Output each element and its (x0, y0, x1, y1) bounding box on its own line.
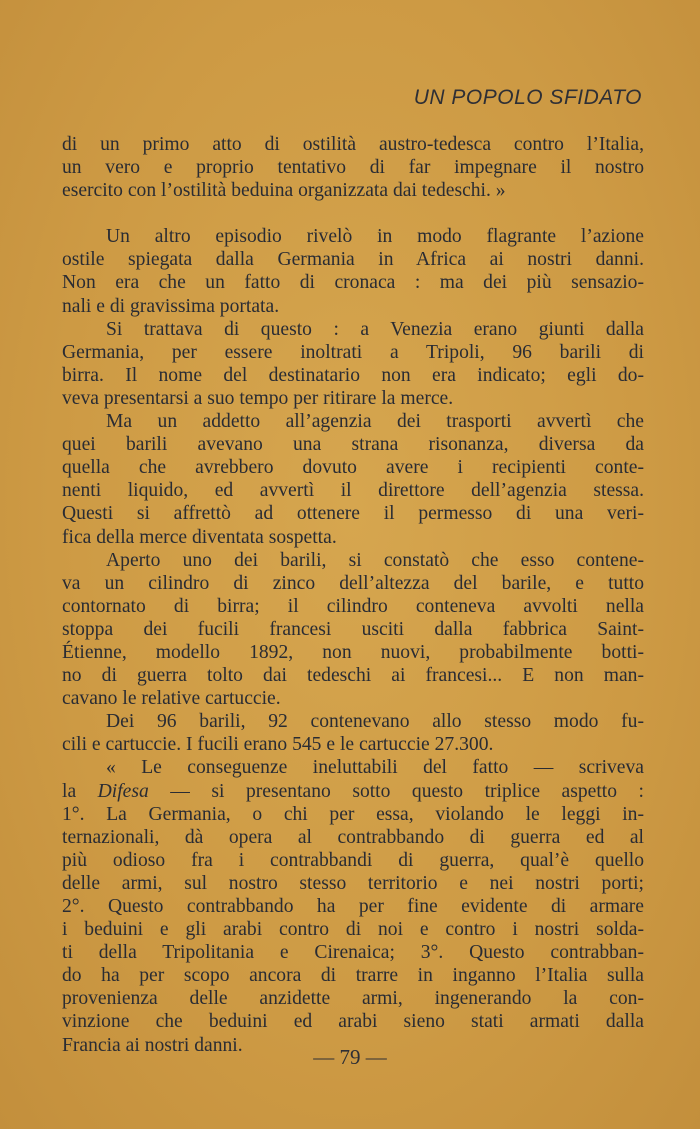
text-line: va un cilindro di zinco dell’altezza del barile, e tutto (62, 572, 644, 594)
text-line: Francia ai nostri danni. (62, 1034, 243, 1056)
text-line: Étienne, modello 1892, non nuovi, probabilmente botti- (62, 641, 644, 663)
text-line: di un primo atto di ostilità austro-tedesca contro l’Italia, (62, 134, 644, 155)
newspaper-title: Difesa (97, 780, 149, 802)
text-line: contornato di birra; il cilindro conteneva avvolti nella (62, 595, 644, 617)
text-line: Ma un addetto all’agenzia dei trasporti avvertì che (106, 411, 644, 433)
paragraph (62, 133, 644, 202)
text-line: Germania, per essere inoltrati a Tripoli, 96 barili di (62, 341, 644, 363)
text-line: do ha per scopo ancora di trarre in inganno l’Italia sulla (62, 965, 644, 987)
text-line: « Le conseguenze ineluttabili del fatto — scriveva (106, 757, 644, 779)
text-line: Si trattava di questo : a Venezia erano giunti dalla (106, 318, 644, 340)
paragraph (62, 549, 644, 711)
text-line: Questi si affrettò ad ottenere il permesso di una veri- (62, 503, 644, 525)
paragraph (62, 410, 644, 549)
text-line: quei barili avevano una strana risonanza, diversa da (62, 434, 644, 456)
text-line: ternazionali, dà opera al contrabbando di guerra ed al (62, 826, 644, 848)
text-line: quella che avrebbero dovuto avere i recipienti conte- (62, 457, 644, 479)
text-line: nenti liquido, ed avvertì il direttore dell’agenzia stessa. (62, 480, 644, 502)
running-header: UN POPOLO SFIDATO (413, 86, 642, 109)
text-line: un vero e proprio tentativo di far impegnare il nostro (62, 157, 644, 179)
text-line: birra. Il nome del destinatario non era indicato; egli do- (62, 364, 644, 386)
text-line: stoppa dei fucili francesi usciti dalla fabbrica Saint- (62, 618, 644, 640)
text-line: vinzione che beduini ed arabi sieno stati armati dalla (62, 1011, 644, 1033)
text-line: provenienza delle anzidette armi, ingenerando la con- (62, 988, 644, 1010)
page-number: — 79 — (313, 1045, 387, 1069)
text-line: nali e di gravissima portata. (62, 295, 280, 317)
text-line: ostile spiegata dalla Germania in Africa ai nostri danni. (62, 249, 644, 271)
text-line: 1°. La Germania, o chi per essa, violando le leggi in- (62, 803, 644, 825)
paragraph (62, 225, 644, 317)
paragraph (62, 318, 644, 410)
text-line: più odioso fra i contrabbandi di guerra, qual’è quello (62, 849, 644, 871)
text-line: Aperto uno dei barili, si constatò che esso contene- (106, 549, 644, 571)
text-line: cili e cartuccie. I fucili erano 545 e le cartuccie 27.300. (62, 734, 494, 756)
text-line: delle armi, sul nostro stesso territorio e nei nostri porti; (62, 872, 644, 894)
text-line: i beduini e gli arabi contro di noi e contro i nostri solda- (62, 919, 644, 941)
text-line: la Difesa — si presentano sotto questo triplice aspetto : (62, 780, 644, 802)
text-line: 2°. Questo contrabbando ha per fine evidente di armare (62, 896, 644, 917)
body-text (62, 133, 644, 1057)
text-line: Un altro episodio rivelò in modo flagrante l’azione (106, 226, 644, 248)
paragraph-gap (62, 202, 644, 225)
text-line: esercito con l’ostilità beduina organizzata dai tedeschi. » (62, 180, 506, 202)
text-line: ti della Tripolitania e Cirenaica; 3°. Questo contrabban- (62, 942, 644, 964)
paragraph (62, 756, 644, 1056)
text-line: Non era che un fatto di cronaca : ma dei più sensazio- (62, 272, 644, 294)
text-line: fica della merce diventata sospetta. (62, 526, 337, 548)
text-line: cavano le relative cartuccie. (62, 688, 281, 710)
text-line: veva presentarsi a suo tempo per ritirare la merce. (62, 387, 454, 409)
text-line: no di guerra tolto dai tedeschi ai francesi... E non man- (62, 665, 644, 687)
text-line: Dei 96 barili, 92 contenevano allo stesso modo fu- (106, 711, 644, 733)
paragraph (62, 710, 644, 756)
